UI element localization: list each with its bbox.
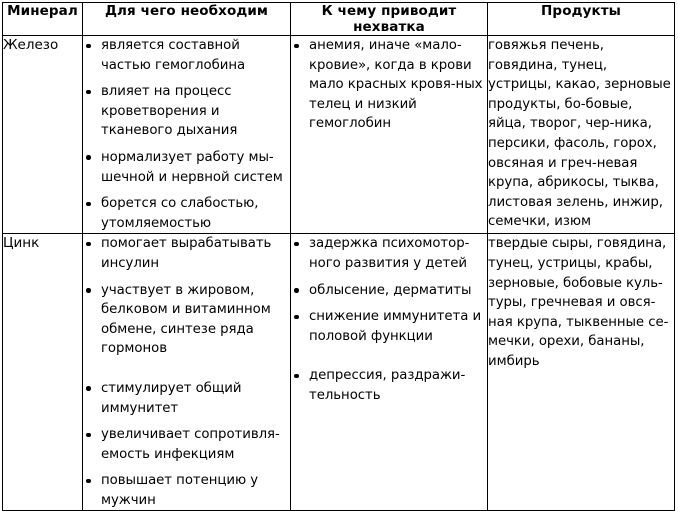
list-item: анемия, иначе «мало-кровие», когда в крови мало красных кровя-ных телец и низкий гемоглобин — [291, 36, 487, 134]
bullet-list — [291, 36, 487, 134]
table-row — [3, 36, 675, 234]
list-item: помогает вырабатывать инсулин — [83, 234, 290, 273]
list-item: участвует в жировом, белковом и витаминном обмене, синтезе ряда гормонов — [83, 281, 290, 359]
deficiency-cell-zinc — [291, 234, 488, 511]
column-header-deficiency: К чему приводит нехватка — [291, 3, 488, 36]
column-header-products: Продукты — [488, 3, 675, 36]
mineral-name-iron: Железо — [3, 36, 83, 234]
mineral-table-container — [2, 2, 674, 508]
list-item: депрессия, раздражи-тельность — [291, 366, 487, 405]
column-header-mineral: Минерал — [3, 3, 83, 36]
products-text: говяжья печень, говядина, тунец, устрицы, какао, зерновые продукты, бо-бовые, яйца, творог, чер-ника, персики, фасоль, горох, овсяная и греч-невая крупа, абрикосы, тыква, листовая зелень, инжир, семечки, изюм — [488, 38, 671, 230]
needed-for-cell-iron — [83, 36, 291, 234]
products-cell-zinc — [488, 234, 675, 511]
list-item: облысение, дерматиты — [291, 281, 487, 301]
products-text: твердые сыры, говядина, тунец, устрицы, крабы, зерновые, бобовые куль-туры, гречневая и овся-ная крупа, тыквенные се-мечки, орехи, бананы, имбирь — [488, 236, 669, 369]
table-header-row — [3, 3, 675, 36]
needed-for-cell-zinc — [83, 234, 291, 511]
list-item: задержка психомотор-ного развития у детей — [291, 234, 487, 273]
bullet-list — [83, 36, 290, 233]
list-item: стимулирует общий иммунитет — [83, 379, 290, 418]
table-body — [3, 36, 675, 511]
list-item: снижение иммунитета и половой функции — [291, 307, 487, 346]
mineral-table — [2, 2, 675, 511]
table-header — [3, 3, 675, 36]
list-item: нормализует работу мы-шечной и нервной систем — [83, 148, 290, 187]
list-item: повышает потенцию у мужчин — [83, 471, 290, 510]
products-cell-iron — [488, 36, 675, 234]
list-item: борется со слабостью, утомляемостью — [83, 194, 290, 233]
bullet-list — [83, 234, 290, 510]
deficiency-cell-iron — [291, 36, 488, 234]
bullet-list — [291, 234, 487, 405]
list-item: влияет на процесс кроветворения и тканевого дыхания — [83, 82, 290, 141]
list-item: является составной частью гемоглобина — [83, 36, 290, 75]
mineral-name-zinc: Цинк — [3, 234, 83, 511]
list-item: увеличивает сопротивля-емость инфекциям — [83, 425, 290, 464]
column-header-needed-for: Для чего необходим — [83, 3, 291, 36]
table-row — [3, 234, 675, 511]
